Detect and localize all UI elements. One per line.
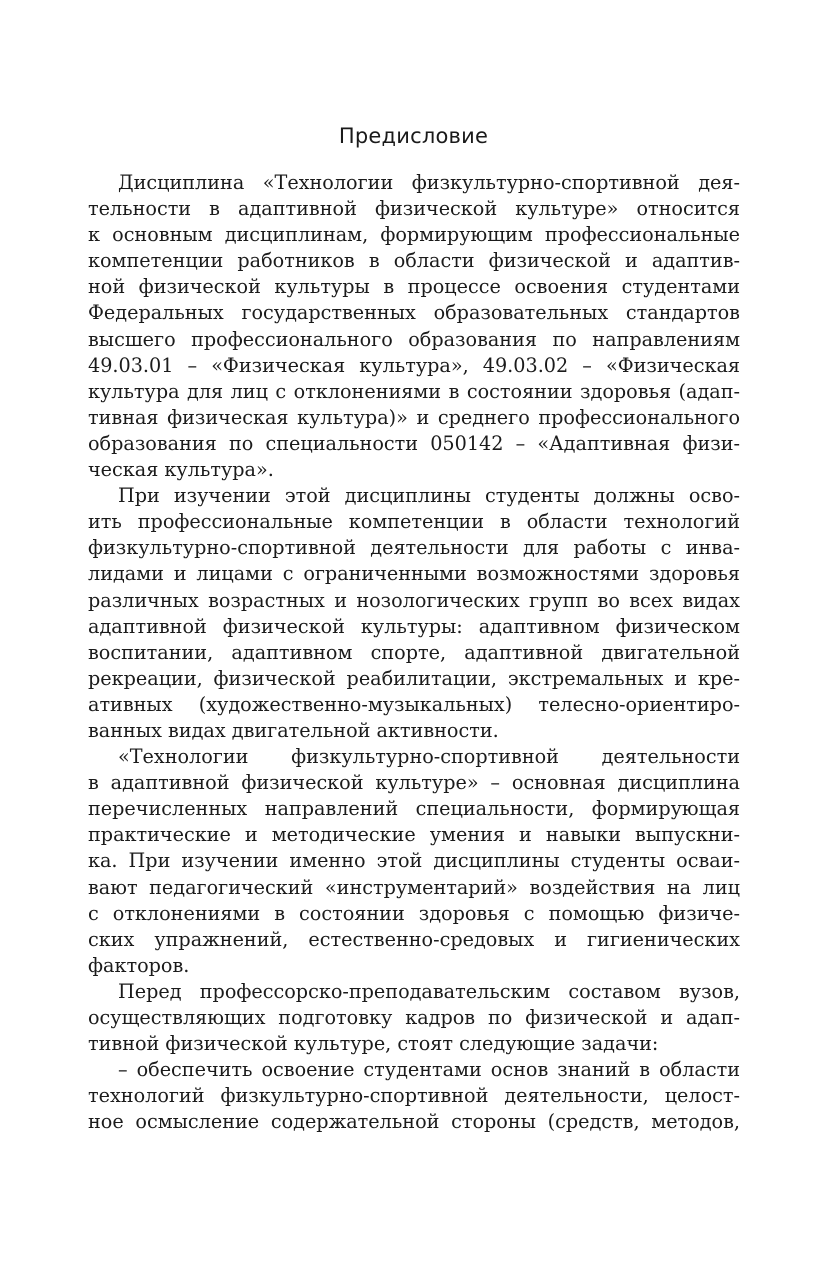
- text-line: компетенции работников в области физической и адаптив-: [88, 249, 740, 273]
- text-line: высшего профессионального образования по направлениям: [88, 327, 740, 351]
- text-line: к основным дисциплинам, формирующим профессиональные: [88, 223, 740, 247]
- text-line: «Технологии физкультурно-спортивной деятельности: [118, 745, 740, 769]
- text-line: рекреации, физической реабилитации, экстремальных и кре-: [88, 666, 740, 690]
- preface-text: [88, 170, 740, 1135]
- text-line: Федеральных государственных образовательных стандартов: [88, 301, 740, 325]
- text-line: – обеспечить освоение студентами основ знаний в области: [118, 1058, 740, 1082]
- text-line: ванных видах двигательной активности.: [88, 718, 499, 742]
- text-line: различных возрастных и нозологических групп во всех видах: [88, 588, 740, 612]
- text-line: осуществляющих подготовку кадров по физической и адап-: [88, 1006, 740, 1029]
- text-line: лидами и лицами с ограниченными возможностями здоровья: [88, 562, 740, 586]
- text-line: практические и методические умения и навыки выпускни-: [88, 823, 740, 847]
- text-line: образования по специальности 050142 – «Адаптивная физи-: [88, 431, 740, 455]
- text-line: ских упражнений, естественно-средовых и гигиенических: [88, 927, 740, 951]
- text-line: физкультурно-спортивной деятельности для работы с инва-: [88, 536, 740, 560]
- text-line: ить профессиональные компетенции в области технологий: [88, 510, 740, 534]
- text-line: вают педагогический «инструментарий» воздействия на лиц: [88, 875, 740, 899]
- text-line: с отклонениями в состоянии здоровья с помощью физиче-: [88, 901, 740, 925]
- text-line: тивная физическая культура)» и среднего профессионального: [88, 405, 740, 429]
- text-line: технологий физкультурно-спортивной деятельности, целост-: [88, 1084, 740, 1108]
- text-line: ческая культура».: [88, 458, 274, 482]
- text-line: культура для лиц с отклонениями в состоянии здоровья (адап-: [88, 379, 740, 403]
- text-line: Дисциплина «Технологии физкультурно-спортивной дея-: [118, 171, 740, 194]
- text-line: перечисленных направлений специальности, формирующая: [88, 797, 740, 821]
- text-line: 49.03.01 – «Физическая культура», 49.03.02 – «Физическая: [88, 353, 740, 377]
- text-line: ка. При изучении именно этой дисциплины студенты осваи-: [88, 849, 740, 873]
- text-line: факторов.: [88, 953, 190, 977]
- text-line: тельности в адаптивной физической культуре» относится: [88, 197, 740, 221]
- text-line: адаптивной физической культуры: адаптивном физическом: [88, 614, 740, 638]
- text-line: тивной физической культуре, стоят следующие задачи:: [88, 1032, 659, 1056]
- page-title: Предисловие: [338, 124, 489, 148]
- text-line: Перед профессорско-преподавательским составом вузов,: [118, 979, 740, 1003]
- text-line: ное осмысление содержательной стороны (средств, методов,: [88, 1110, 740, 1134]
- text-line: ативных (художественно-музыкальных) телесно-ориентиро-: [88, 692, 740, 716]
- text-line: в адаптивной физической культуре» – основная дисциплина: [88, 771, 740, 795]
- text-line: При изучении этой дисциплины студенты должны осво-: [118, 484, 740, 508]
- text-line: ной физической культуры в процессе освоения студентами: [88, 275, 740, 299]
- text-line: воспитании, адаптивном спорте, адаптивной двигательной: [88, 640, 740, 664]
